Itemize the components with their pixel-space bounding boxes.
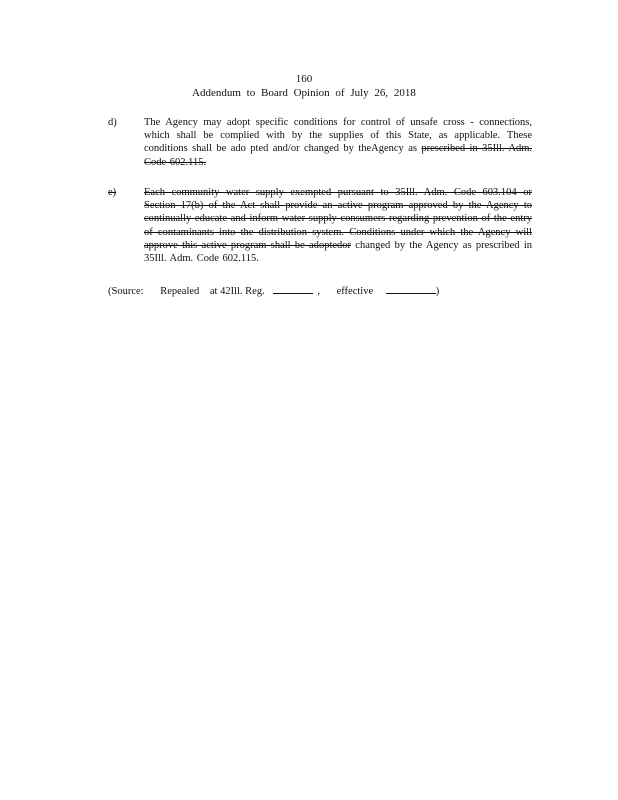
section-e-struck-text: Each community water supply exempted pursuant to 35Ill. Adm. Code 603.104 or Section 17(b) of the Act shall provide an active program approved by the Agency to continually educate and inform water supply consumers regarding prevention of the entry of contaminants into the distribution system. Conditions under which the Agency will approve this active program shall be adoptedor bbox=[144, 187, 532, 251]
effective-date-blank bbox=[386, 283, 436, 294]
addendum-title: Addendum to Board Opinion of July 26, 2018 bbox=[192, 87, 416, 99]
section-e-label: e) bbox=[108, 187, 117, 198]
page-number: 160 bbox=[295, 73, 313, 85]
page-header bbox=[0, 72, 618, 100]
source-prefix: (Source: bbox=[108, 286, 144, 297]
source-repealed: Repealed bbox=[160, 286, 200, 297]
section-d-text: The Agency may adopt specific conditions for control of unsafe cross - connections, which shall be complied with by the supplies of this State, as applicable. These conditions shall be ado pted and/or changed by theAgency as bbox=[144, 117, 532, 155]
source-note bbox=[108, 283, 439, 298]
section-d-body bbox=[144, 116, 532, 169]
section-d-struck-text: prescribed in 35Ill. Adm. Code 602.115. bbox=[144, 143, 533, 168]
section-d-label: d) bbox=[108, 117, 117, 128]
section-e-body bbox=[144, 186, 532, 265]
source-register: at 42Ill. Reg. bbox=[209, 286, 265, 297]
register-blank bbox=[273, 283, 313, 294]
source-effective: effective bbox=[336, 286, 374, 297]
source-comma: , bbox=[317, 286, 320, 297]
section-e-text: changed by the Agency as prescribed in 35Ill. Adm. Code 602.115. bbox=[144, 239, 532, 265]
source-suffix: ) bbox=[435, 286, 440, 297]
